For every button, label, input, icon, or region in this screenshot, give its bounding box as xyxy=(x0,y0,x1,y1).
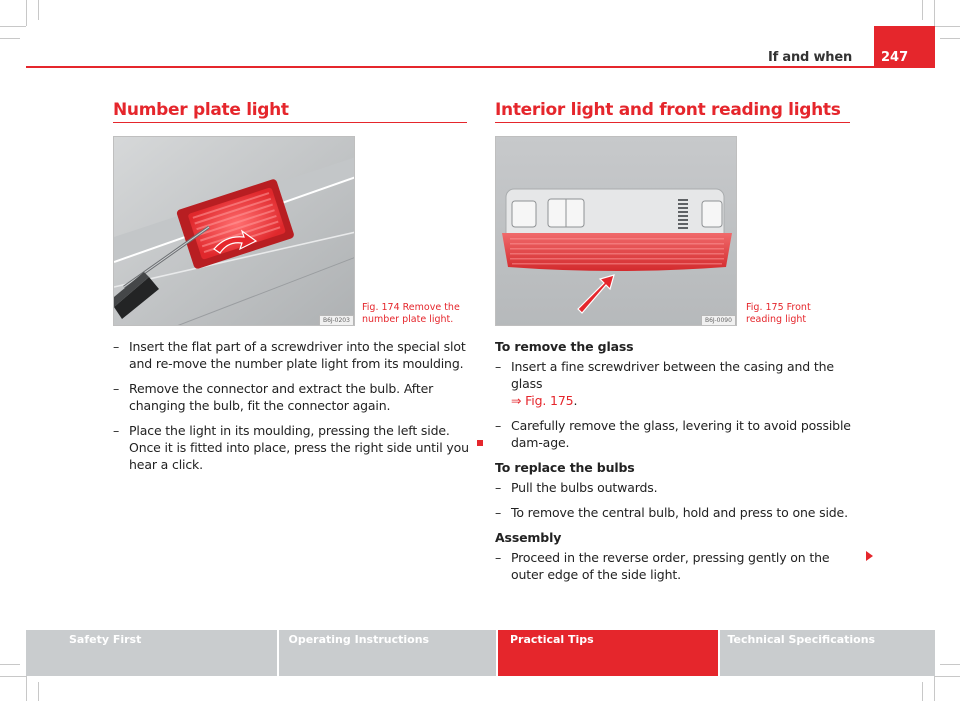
crop-mark xyxy=(934,0,935,26)
figure-caption: Fig. 175 Front reading light xyxy=(746,302,811,325)
figure-reference-link[interactable]: ⇒ Fig. 175 xyxy=(511,393,574,408)
step-text: Insert the flat part of a screwdriver into the special slot and re-move the number plate light from its moulding. xyxy=(129,339,466,371)
crop-mark xyxy=(935,676,960,677)
number-plate-light-illustration xyxy=(114,137,355,326)
step-text: Place the light in its moulding, pressing the left side. Once it is fitted into place, press the right side until you hear a click. xyxy=(129,423,469,472)
running-title: If and when xyxy=(767,50,852,65)
crop-mark xyxy=(0,26,26,27)
figure-code: B6J-0203 xyxy=(319,315,354,326)
tab-safety-first[interactable]: Safety First xyxy=(26,630,277,676)
figure-175 xyxy=(495,136,737,326)
list-item: – Insert the flat part of a screwdriver into the special slot and re-move the number plate light from its moulding. xyxy=(113,339,466,371)
footer-tabs xyxy=(26,630,935,676)
figure-174 xyxy=(113,136,355,326)
number-plate-steps xyxy=(113,338,469,481)
step-text: Remove the connector and extract the bulb. After changing the bulb, fit the connector again. xyxy=(129,381,434,413)
list-item: – Proceed in the reverse order, pressing gently on the outer edge of the side light. xyxy=(495,550,830,582)
step-text: Pull the bulbs outwards. xyxy=(511,480,658,495)
step-text: To remove the central bulb, hold and press to one side. xyxy=(511,505,848,520)
crop-mark xyxy=(922,0,923,20)
step-text: Carefully remove the glass, levering it to avoid possible dam-age. xyxy=(511,418,851,450)
tab-practical-tips[interactable]: Practical Tips xyxy=(498,630,718,676)
list-item: – Pull the bulbs outwards. xyxy=(495,480,658,495)
section-title-interior-light: Interior light and front reading lights xyxy=(495,100,841,120)
page-number: 247 xyxy=(874,26,935,67)
crop-mark xyxy=(38,682,39,701)
tab-technical-specifications[interactable]: Technical Specifications xyxy=(720,630,936,676)
crop-mark xyxy=(940,38,960,39)
section-title-number-plate-light: Number plate light xyxy=(113,100,289,120)
step-text-end: . xyxy=(573,393,578,408)
subheading-remove-glass: To remove the glass xyxy=(495,339,634,354)
crop-mark xyxy=(0,676,26,677)
crop-mark xyxy=(922,682,923,701)
crop-mark xyxy=(0,664,20,665)
crop-mark xyxy=(0,38,20,39)
crop-mark xyxy=(934,676,935,701)
tab-operating-instructions[interactable]: Operating Instructions xyxy=(279,630,497,676)
subheading-replace-bulbs: To replace the bulbs xyxy=(495,460,635,475)
list-item: – Place the light in its moulding, pressing the left side. Once it is fitted into place, press the right side until you hear a click. xyxy=(113,423,469,472)
figure-caption: Fig. 174 Remove the number plate light. xyxy=(362,302,460,325)
crop-mark xyxy=(935,26,960,27)
step-text: Proceed in the reverse order, pressing gently on the outer edge of the side light. xyxy=(511,550,830,582)
interior-light-instructions xyxy=(495,338,851,591)
section-rule xyxy=(495,122,850,123)
figure-code: B6J-0090 xyxy=(701,315,736,326)
crop-mark xyxy=(38,0,39,20)
section-rule xyxy=(113,122,467,123)
crop-mark xyxy=(26,0,27,26)
list-item: – To remove the central bulb, hold and press to one side. xyxy=(495,505,848,520)
continue-arrow-icon xyxy=(866,551,873,561)
crop-mark xyxy=(940,664,960,665)
section-end-icon xyxy=(477,440,483,446)
list-item: – Carefully remove the glass, levering it to avoid possible dam-age. xyxy=(495,418,851,450)
reading-light-illustration xyxy=(496,137,737,326)
subheading-assembly: Assembly xyxy=(495,530,562,545)
step-text: Insert a fine screwdriver between the casing and the glass xyxy=(511,359,834,391)
list-item: – Remove the connector and extract the bulb. After changing the bulb, fit the connector again. xyxy=(113,381,434,413)
crop-mark xyxy=(26,676,27,701)
header-rule xyxy=(26,66,935,68)
list-item: – Insert a fine screwdriver between the casing and the glass ⇒ Fig. 175. xyxy=(495,359,834,408)
